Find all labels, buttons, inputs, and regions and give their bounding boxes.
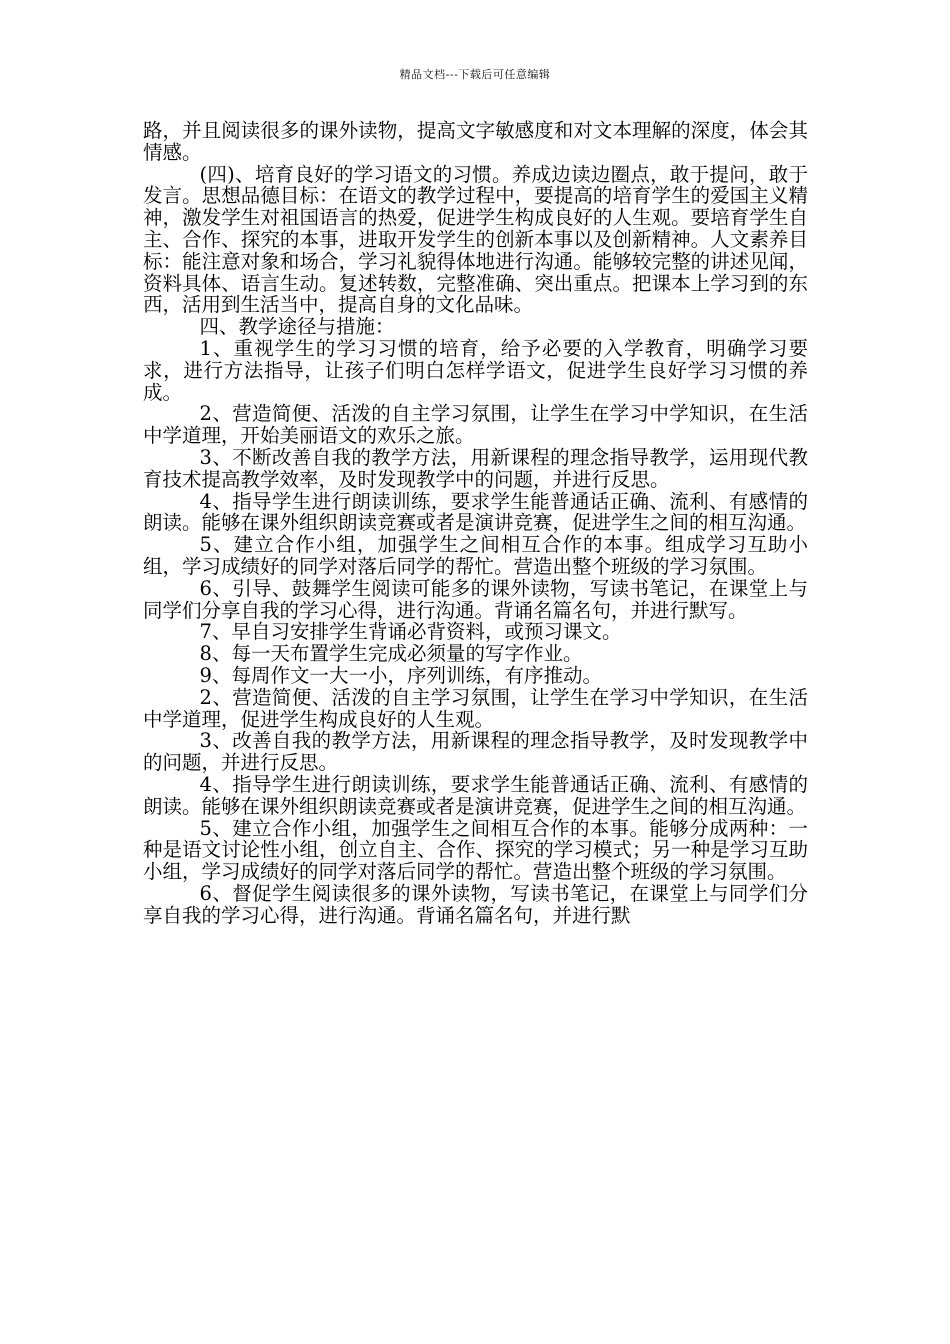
paragraph: 5、建立合作小组，加强学生之间相互合作的本事。能够分成两种：一种是语文讨论性小组，创立自主、合作、探究的学习模式；另一种是学习互助小组，学习成绩好的同学对落后同学的帮忙。营造出整个班级的学习氛围。: [143, 816, 808, 884]
paragraph: 9、每周作文一大一小，序列训练，有序推动。: [199, 663, 602, 687]
paragraph: 7、早自习安排学生背诵必背资料，或预习课文。: [199, 620, 622, 644]
paragraph: 5、建立合作小组，加强学生之间相互合作的本事。组成学习互助小组，学习成绩好的同学对落后同学的帮忙。营造出整个班级的学习氛围。: [143, 533, 808, 578]
paragraph: 1、重视学生的学习习惯的培育，给予必要的入学教育，明确学习要求，进行方法指导，让孩子们明白怎样学语文，促进学生良好学习习惯的养成。: [143, 336, 808, 404]
paragraph: 3、改善自我的教学方法，用新课程的理念指导教学，及时发现教学中的问题，并进行反思。: [143, 729, 808, 775]
paragraph: 8、每一天布置学生完成必须量的写字作业。: [199, 642, 583, 666]
paragraph: 6、引导、鼓舞学生阅读可能多的课外读物，写读书笔记，在课堂上与同学们分享自我的学习心得，进行沟通。背诵名篇名句，并进行默写。: [143, 576, 808, 622]
paragraph: 2、营造简便、活泼的自主学习氛围，让学生在学习中学知识，在生活中学道理，促进学生构成良好的人生观。: [143, 685, 808, 731]
paragraph: 4、指导学生进行朗读训练，要求学生能普通话正确、流利、有感情的朗读。能够在课外组织朗读竞赛或者是演讲竞赛，促进学生之间的相互沟通。: [143, 489, 808, 535]
paragraph: (四)、培育良好的学习语文的习惯。养成边读边圈点，敢于提问，敢于发言。思想品德目标：在语文的教学过程中，要提高的培育学生的爱国主义精神，激发学生对祖国语言的热爱，促进学生构成良好的人生观。要培育学生自主、合作、探究的本事，进取开发学生的创新本事以及创新精神。人文素养目标：能注意对象和场合，学习礼貌得体地进行沟通。能够较完整的讲述见闻，资料具体、语言生动。复述转数，完整准确、突出重点。把课本上学习到的东西，活用到生活当中，提高自身的文化品味。: [143, 162, 808, 317]
page-header: 精品文档---下载后可任意编辑: [399, 68, 551, 81]
paragraph: 6、督促学生阅读很多的课外读物，写读书笔记，在课堂上与同学们分享自我的学习心得，进行沟通。背诵名篇名句，并进行默: [143, 881, 808, 927]
paragraph: 路，并且阅读很多的课外读物，提高文字敏感度和对文本理解的深度，体会其情感。: [143, 119, 808, 164]
paragraph: 4、指导学生进行朗读训练，要求学生能普通话正确、流利、有感情的朗读。能够在课外组织朗读竞赛或者是演讲竞赛，促进学生之间的相互沟通。: [143, 772, 808, 818]
paragraph: 3、不断改善自我的教学方法，用新课程的理念指导教学，运用现代教育技术提高教学效率，及时发现教学中的问题，并进行反思。: [143, 445, 808, 491]
document-body: [143, 120, 808, 926]
section-heading: 四、教学途径与措施：: [199, 315, 395, 339]
paragraph: 2、营造简便、活泼的自主学习氛围，让学生在学习中学知识，在生活中学道理，开始美丽语文的欢乐之旅。: [143, 402, 808, 448]
